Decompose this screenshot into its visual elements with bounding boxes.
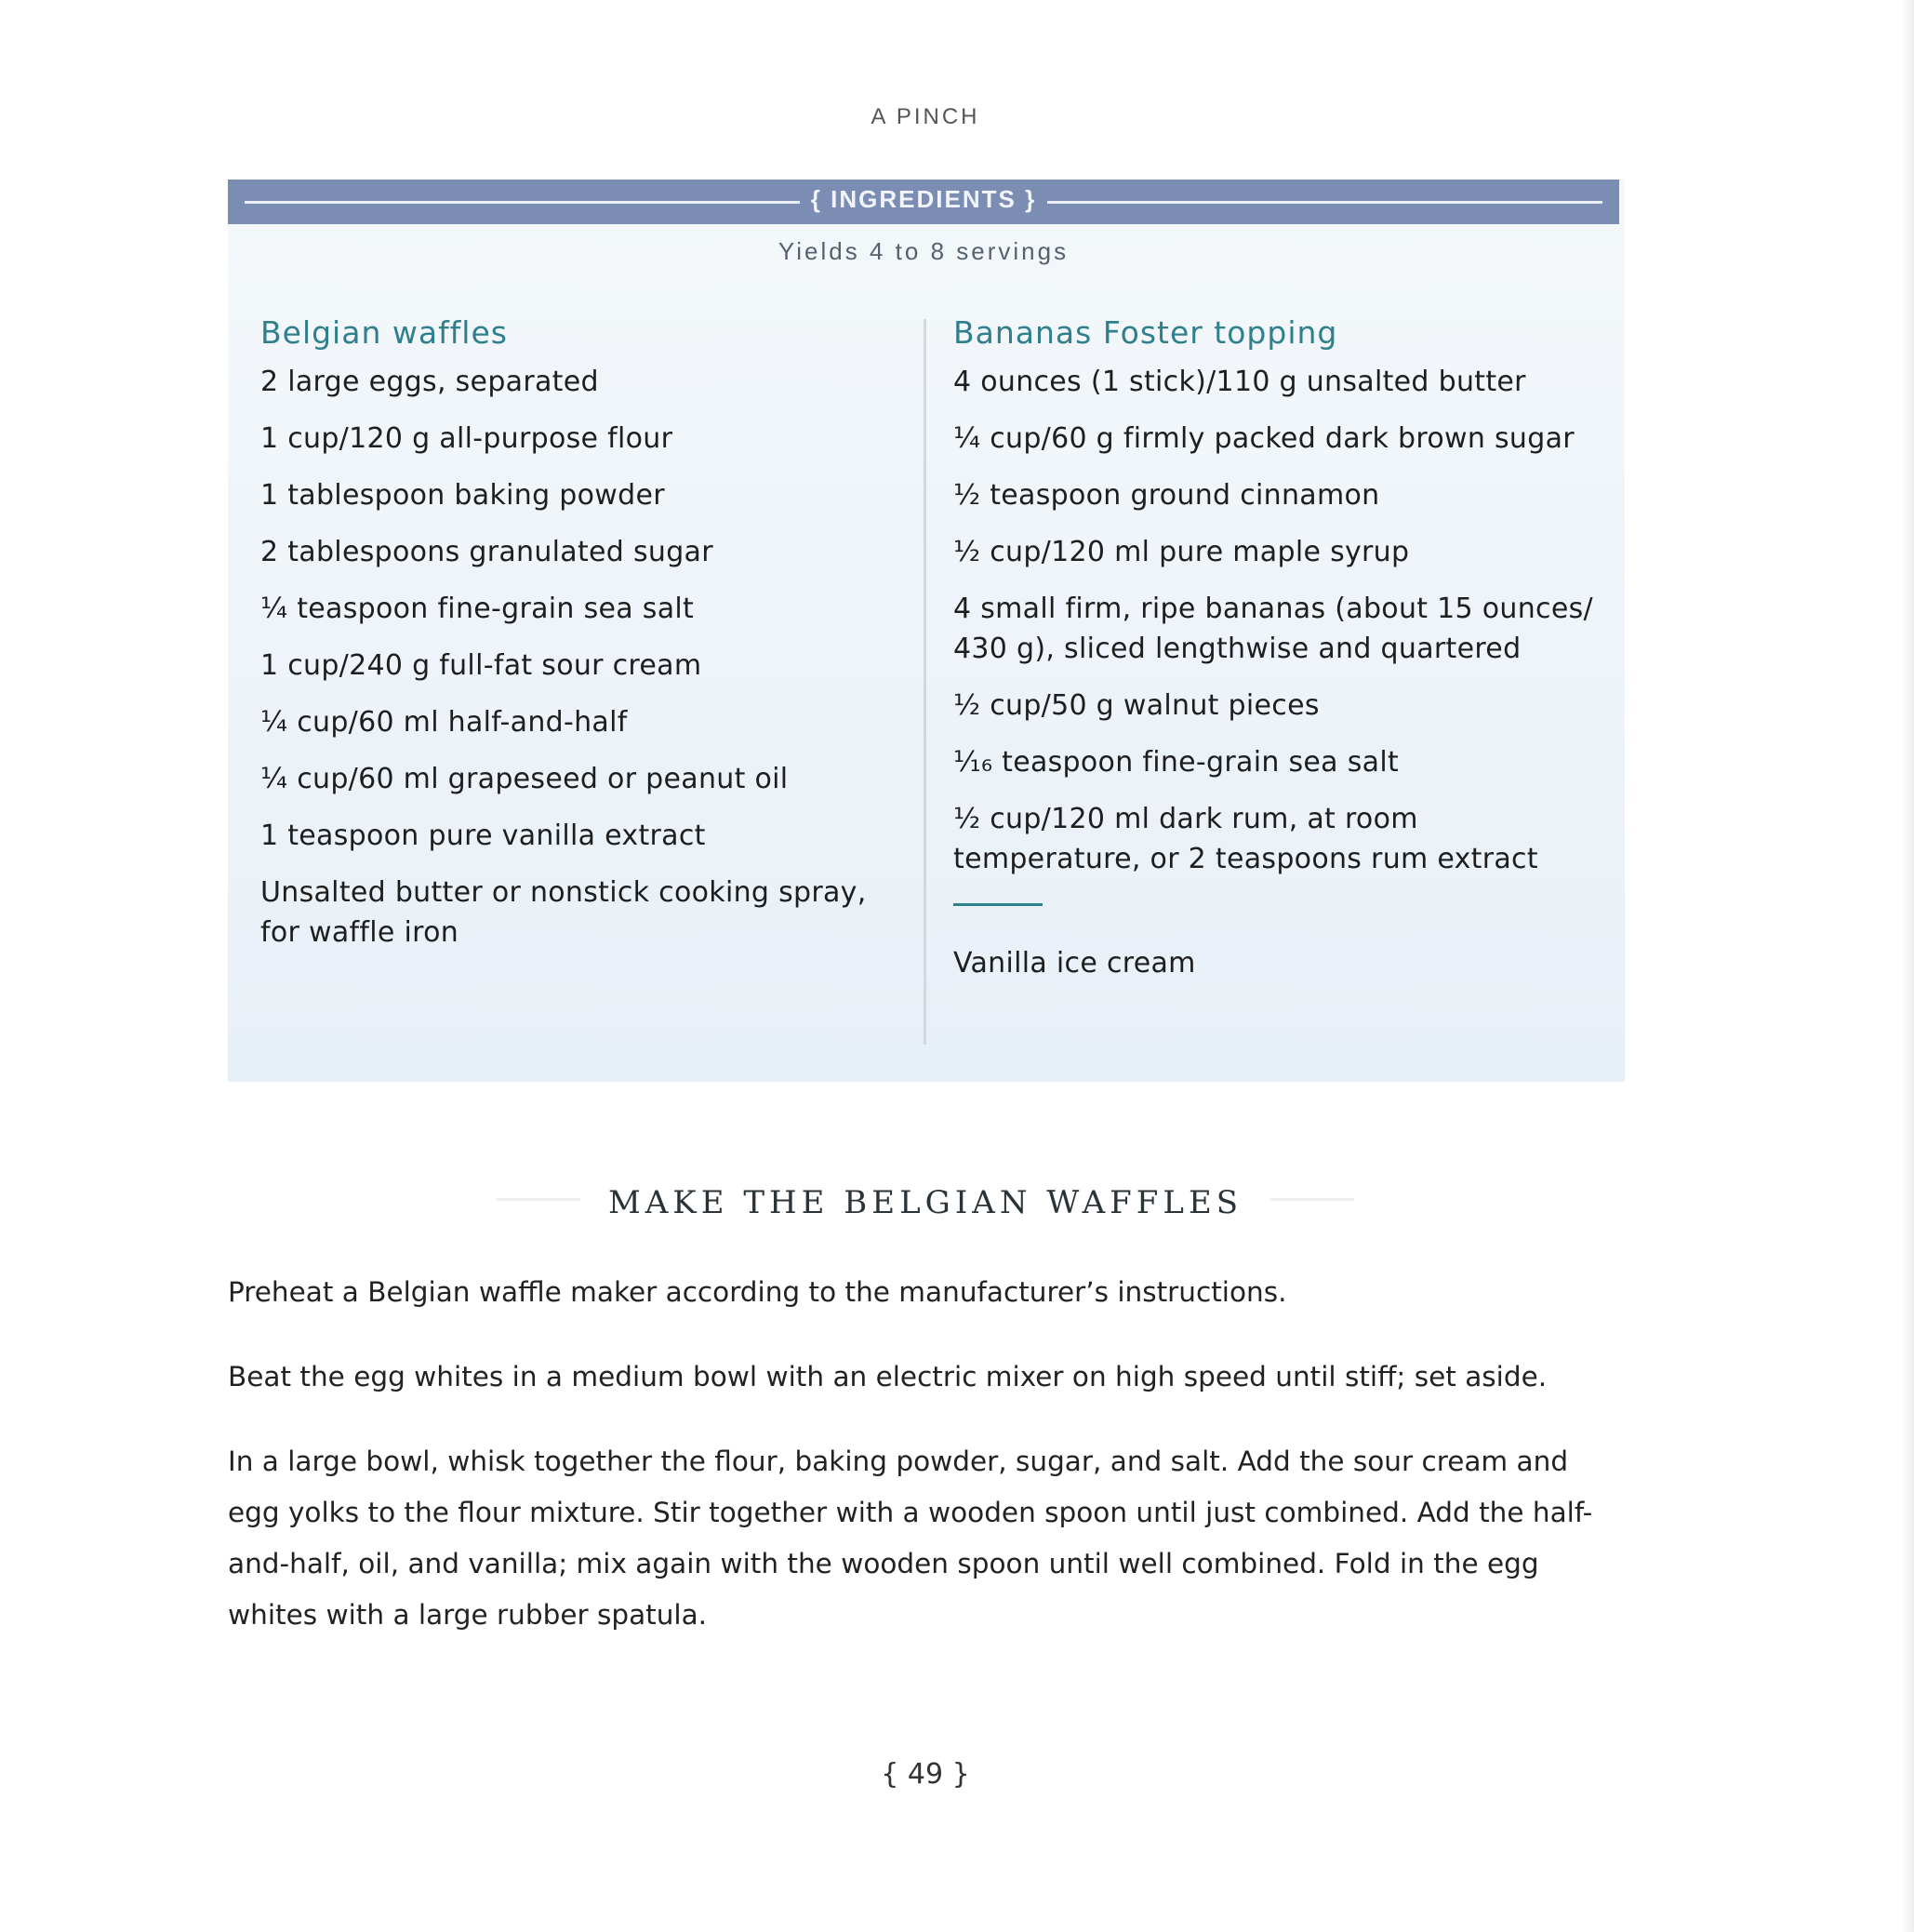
ingredient-item: 2 tablespoons granulated sugar <box>260 536 713 568</box>
bracket-close: } <box>1025 185 1037 213</box>
ingredient-item: Unsalted butter or nonstick cooking spray, for waffle iron <box>260 876 867 949</box>
paragraph: Preheat a Belgian waffle maker according to the manufacturer’s instructions. <box>228 1276 1287 1308</box>
ingredient-item: Vanilla ice cream <box>953 947 1196 979</box>
column-heading: Belgian waffles <box>260 314 508 351</box>
ingredient-list <box>953 362 1604 879</box>
column-divider <box>924 319 926 1045</box>
ingredients-banner <box>228 180 1619 224</box>
ingredient-item: 1 cup/240 g full-fat sour cream <box>260 649 702 682</box>
paragraph: Beat the egg whites in a medium bowl with an electric mixer on high speed until stiff; set aside. <box>228 1361 1548 1392</box>
ingredient-item: 4 ounces (1 stick)/110 g unsalted butter <box>953 366 1526 398</box>
column-heading: Bananas Foster topping <box>953 314 1338 351</box>
ingredient-item: 2 large eggs, separated <box>260 366 599 398</box>
ingredient-item: ½ cup/120 ml dark rum, at room temperature, or 2 teaspoons rum extract <box>953 803 1538 875</box>
running-head: A PINCH <box>871 104 980 129</box>
ingredient-item: ¼ cup/60 ml grapeseed or peanut oil <box>260 763 789 795</box>
ingredient-list <box>260 362 893 953</box>
yields: Yields 4 to 8 servings <box>778 237 1070 265</box>
ingredient-item: ½ cup/120 ml pure maple syrup <box>953 536 1410 568</box>
ingredient-item: ½ cup/50 g walnut pieces <box>953 689 1320 722</box>
bananas-foster-column <box>953 314 1604 1000</box>
paragraph: In a large bowl, whisk together the flour, baking powder, sugar, and salt. Add the sour cream and egg yolks to the flour mixture. Stir together with a wooden spoon until just combined. Add the half-and-half, oil, and vanilla; mix again with the wooden spoon until well combined. Fold in the egg whites with a large rubber spatula. <box>228 1446 1593 1631</box>
method-text <box>228 1267 1625 1674</box>
page-edge <box>1901 0 1914 1932</box>
ingredients-box <box>228 180 1625 1082</box>
ingredient-item: ¹⁄₁₆ teaspoon fine-grain sea salt <box>953 746 1400 779</box>
ingredient-item: 1 tablespoon baking powder <box>260 479 665 512</box>
ingredient-item: ¼ cup/60 ml half-and-half <box>260 706 628 739</box>
ingredient-item: 1 teaspoon pure vanilla extract <box>260 819 706 852</box>
section-title: MAKE THE BELGIAN WAFFLES <box>607 1184 1243 1221</box>
belgian-waffles-column <box>260 314 893 969</box>
short-rule <box>953 903 1043 906</box>
ingredient-item: ¼ teaspoon fine-grain sea salt <box>260 593 695 625</box>
ingredients-title: INGREDIENTS <box>831 185 1017 213</box>
bracket-open: { <box>810 185 822 213</box>
banner-title-wrap <box>800 185 1047 213</box>
ornament-right <box>1270 1198 1354 1212</box>
ingredient-item: ½ teaspoon ground cinnamon <box>953 479 1380 512</box>
ingredient-item: 1 cup/120 g all-purpose flour <box>260 422 673 455</box>
ingredient-item: 4 small firm, ripe bananas (about 15 ounces/ 430 g), sliced lengthwise and quartered <box>953 593 1593 665</box>
section-title-row <box>0 1184 1851 1221</box>
ingredient-item: ¼ cup/60 g firmly packed dark brown sugar <box>953 422 1575 455</box>
page-number: { 49 } <box>881 1758 970 1791</box>
ornament-left <box>497 1198 580 1212</box>
